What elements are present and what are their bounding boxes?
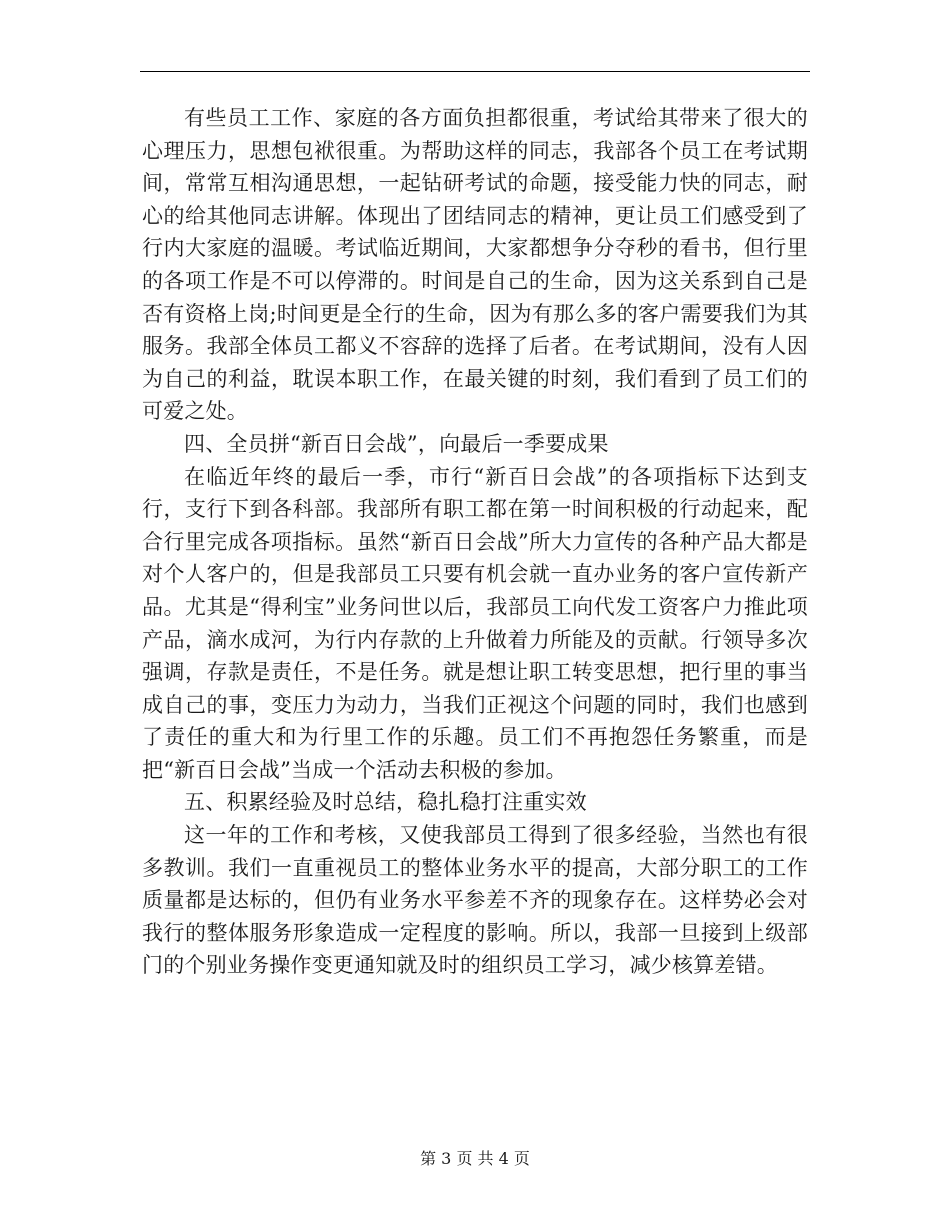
page-number-label: 第 3 页 共 4 页 — [420, 1149, 530, 1168]
body-paragraph: 这一年的工作和考核，又使我部员工得到了很多经验，当然也有很多教训。我们一直重视员工的整体业务水平的提高，大部分职工的工作质量都是达标的，但仍有业务水平参差不齐的现象存在。这样势必会对我行的整体服务形象造成一定程度的影响。所以，我部一旦接到上级部门的个别业务操作变更通知就及时的组织员工学习，减少核算差错。 — [142, 823, 808, 978]
section-heading-4: 四、全员拼“新百日会战”，向最后一季要成果 — [184, 431, 609, 456]
page-footer — [0, 1146, 950, 1169]
document-body — [142, 102, 808, 982]
header-rule — [140, 71, 810, 72]
body-paragraph: 在临近年终的最后一季，市行“新百日会战”的各项指标下达到支行，支行下到各科部。我部所有职工都在第一时间积极的行动起来，配合行里完成各项指标。虽然“新百日会战”所大力宣传的各种产品大都是对个人客户的，但是我部员工只要有机会就一直办业务的客户宣传新产品。尤其是“得利宝”业务问世以后，我部员工向代发工资客户力推此项产品，滴水成河，为行内存款的上升做着力所能及的贡献。行领导多次强调，存款是责任，不是任务。就是想让职工转变思想，把行里的事当成自己的事，变压力为动力，当我们正视这个问题的同时，我们也感到了责任的重大和为行里工作的乐趣。员工们不再抱怨任务繁重，而是把“新百日会战”当成一个活动去积极的参加。 — [142, 464, 808, 782]
body-paragraph: 有些员工工作、家庭的各方面负担都很重，考试给其带来了很大的心理压力，思想包袱很重。为帮助这样的同志，我部各个员工在考试期间，常常互相沟通思想，一起钻研考试的命题，接受能力快的同志，耐心的给其他同志讲解。体现出了团结同志的精神，更让员工们感受到了行内大家庭的温暖。考试临近期间，大家都想争分夺秒的看书，但行里的各项工作是不可以停滞的。时间是自己的生命，因为这关系到自己是否有资格上岗;时间更是全行的生命，因为有那么多的客户需要我们为其服务。我部全体员工都义不容辞的选择了后者。在考试期间，没有人因为自己的利益，耽误本职工作，在最关键的时刻，我们看到了员工们的可爱之处。 — [142, 106, 808, 424]
section-heading-5: 五、积累经验及时总结，稳扎稳打注重实效 — [184, 790, 587, 815]
